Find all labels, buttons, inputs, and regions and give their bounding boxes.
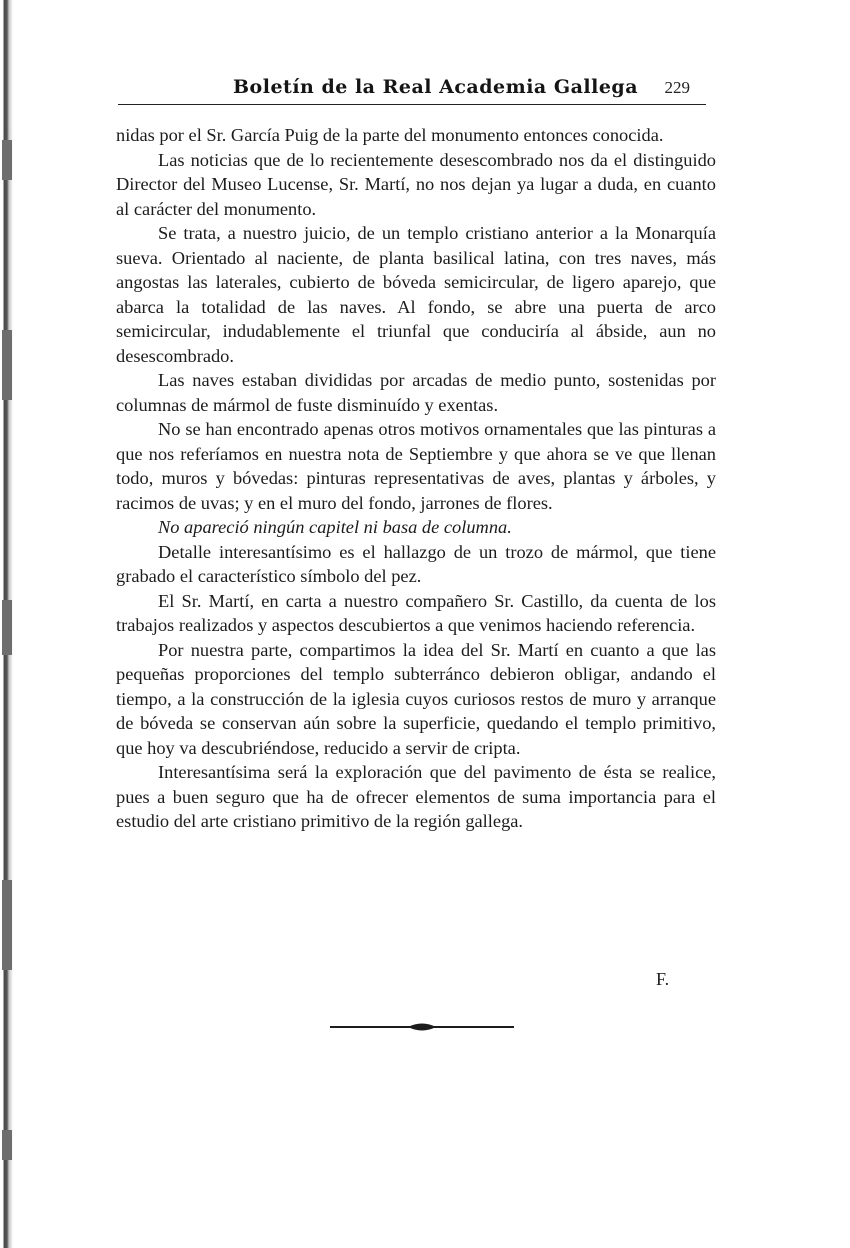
paragraph: nidas por el Sr. García Puig de la parte del monumento entonces conocida. — [116, 125, 664, 145]
scan-speck — [2, 330, 12, 400]
paragraph: El Sr. Martí, en carta a nuestro compañero Sr. Castillo, da cuenta de los trabajos realizados y aspectos descubiertos a que venimos haciendo referencia. — [116, 590, 716, 635]
paragraph: Las naves estaban divididas por arcadas de medio punto, sostenidas por columnas de mármol de fuste disminuído y exentas. — [116, 370, 716, 415]
ornament-diamond — [408, 1024, 436, 1031]
end-ornament-divider — [330, 1020, 514, 1034]
scan-speck — [2, 1130, 12, 1160]
paragraph: Por nuestra parte, compartimos la idea del Sr. Martí en cuanto a que las pequeñas proporciones del templo subterránco debieron obligar, andando el tiempo, a la construcción de la iglesia cuyos curiosos restos de muro y arranque de bóveda se conservan aún sobre la superficie, quedando el templo primitivo, que hoy va descubriéndose, reducido a servir de cripta. — [116, 639, 716, 758]
paragraph: No se han encontrado apenas otros motivos ornamentales que las pinturas a que nos referíamos en nuestra nota de Septiembre y que ahora se ve que llenan todo, muros y bóvedas: pinturas representativas de aves, plantas y árboles, y racimos de uvas; y en el muro del fondo, jarrones de flores. — [116, 419, 716, 513]
author-signature: F. — [656, 969, 670, 989]
scan-speck — [2, 880, 12, 970]
scan-binding-edge — [0, 0, 14, 1248]
scan-speck — [2, 140, 12, 180]
article-body — [116, 123, 716, 834]
running-title: Boletín de la Real Academia Gallega — [233, 76, 639, 98]
scan-speck — [2, 600, 12, 655]
paragraph: No apareció ningún capitel ni basa de columna. — [158, 517, 512, 537]
paragraph: Detalle interesantísimo es el hallazgo de un trozo de mármol, que tiene grabado el característico símbolo del pez. — [116, 541, 716, 586]
paragraph: Las noticias que de lo recientemente desescombrado nos da el distinguido Director del Museo Lucense, Sr. Martí, no nos dejan ya lugar a duda, en cuanto al carácter del monumento. — [116, 149, 716, 219]
paragraph: Se trata, a nuestro juicio, de un templo cristiano anterior a la Monarquía sueva. Orientado al naciente, de planta basilical latina, con tres naves, más angostas las laterales, cubierto de bóveda semicircular, de ligero aparejo, que abarca la totalidad de las naves. Al fondo, se abre una puerta de arco semicircular, indudablemente el triunfal que conduciría al ábside, aun no desescombrado. — [116, 223, 716, 366]
page-header — [118, 72, 706, 105]
paragraph: Interesantísima será la exploración que del pavimento de ésta se realice, pues a buen seguro que ha de ofrecer elementos de suma importancia para el estudio del arte cristiano primitivo de la región gallega. — [116, 762, 716, 831]
page-number: 229 — [664, 78, 690, 97]
